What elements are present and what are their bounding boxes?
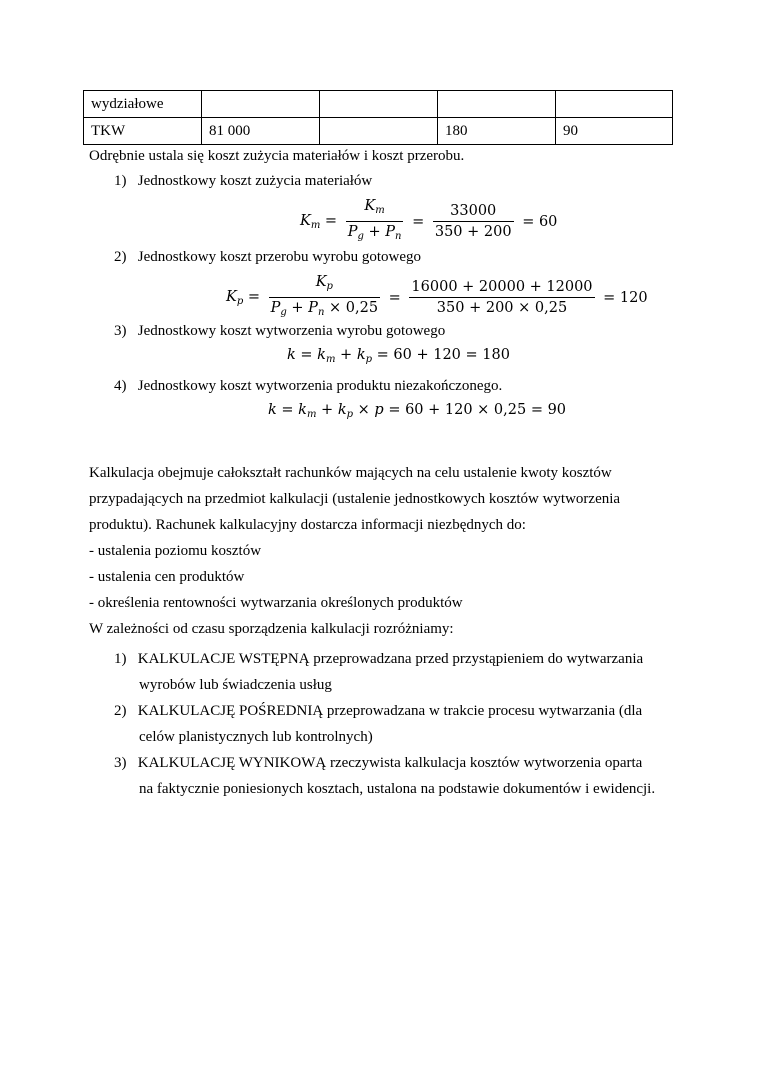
- list-number: 1): [114, 651, 127, 667]
- table-row: [84, 118, 673, 145]
- formula-processing-cost: $K_p$ = $\frac{K_p}{P_g + P_n \times 0,25}$ = $\frac{16000 + 20000 + 12000}{350 + 200 \times 0,25}$ = 120: [222, 272, 652, 323]
- calculation-paragraph: [89, 460, 620, 642]
- table-cell: 81 000: [202, 118, 320, 145]
- step-number: 1): [114, 173, 127, 189]
- table-cell: 180: [438, 118, 556, 145]
- table-cell: wydziałowe: [84, 91, 202, 118]
- list-text: KALKULACJE WSTĘPNĄ przeprowadzana przed przystąpieniem do wytwarzania: [137, 651, 644, 667]
- step-number: 2): [114, 249, 127, 265]
- step-number: 3): [114, 323, 127, 339]
- intro-text: Odrębnie ustala się koszt zużycia materiałów i koszt przerobu.: [89, 148, 465, 164]
- list-text: wyrobów lub świadczenia usług: [139, 677, 332, 693]
- table-cell: [202, 91, 320, 118]
- formula-unfinished-product-cost: $k = k_m + k_p \times p = 60 + 120 \times 0,25 = 90$: [268, 402, 567, 420]
- step-item: [114, 377, 502, 395]
- list-item: [114, 698, 655, 750]
- step-item: [114, 248, 421, 266]
- list-text: celów planistycznych lub kontrolnych): [139, 729, 373, 745]
- paragraph-line: przypadających na przedmiot kalkulacji (ustalenie jednostkowych kosztów wytworzenia: [89, 491, 621, 507]
- calculation-types-list: [114, 646, 655, 802]
- paragraph-line: - ustalenia cen produktów: [89, 569, 245, 585]
- list-number: 2): [114, 703, 127, 719]
- table-row: [84, 91, 673, 118]
- formula-finished-product-cost: $k = k_m + k_p = 60 + 120 = 180$: [287, 347, 510, 365]
- step-label: Jednostkowy koszt wytworzenia wyrobu gotowego: [137, 323, 446, 339]
- step-item: [114, 172, 372, 190]
- table-cell: [556, 91, 673, 118]
- list-item: [114, 750, 655, 802]
- list-text: na faktycznie poniesionych kosztach, ustalona na podstawie dokumentów i ewidencji.: [139, 781, 656, 797]
- table-cell: [320, 91, 438, 118]
- step-number: 4): [114, 378, 127, 394]
- table-cell: [438, 91, 556, 118]
- paragraph-line: produktu). Rachunek kalkulacyjny dostarcza informacji niezbędnych do:: [89, 517, 526, 533]
- step-label: Jednostkowy koszt przerobu wyrobu gotowego: [137, 249, 422, 265]
- paragraph-line: W zależności od czasu sporządzenia kalkulacji rozróżniamy:: [89, 621, 454, 637]
- list-text: KALKULACJĘ WYNIKOWĄ rzeczywista kalkulacja kosztów wytworzenia oparta: [137, 755, 643, 771]
- list-item: [114, 646, 655, 698]
- paragraph-line: Kalkulacja obejmuje całokształt rachunków mających na celu ustalenie kwoty kosztów: [89, 465, 612, 481]
- formula-material-cost: $K_m$ = $\frac{K_m}{P_g + P_n}$ = $\frac{33000}{350 + 200}$ = 60: [296, 196, 561, 247]
- step-item: [114, 322, 445, 340]
- paragraph-line: - określenia rentowności wytwarzania określonych produktów: [89, 595, 463, 611]
- step-label: Jednostkowy koszt wytworzenia produktu niezakończonego.: [137, 378, 503, 394]
- table-cell: TKW: [84, 118, 202, 145]
- paragraph-line: - ustalenia poziomu kosztów: [89, 543, 262, 559]
- table-cell: [320, 118, 438, 145]
- list-number: 3): [114, 755, 127, 771]
- table-cell: 90: [556, 118, 673, 145]
- step-label: Jednostkowy koszt zużycia materiałów: [137, 173, 373, 189]
- cost-table: [83, 90, 673, 145]
- list-text: KALKULACJĘ POŚREDNIĄ przeprowadzana w trakcie procesu wytwarzania (dla: [137, 703, 643, 719]
